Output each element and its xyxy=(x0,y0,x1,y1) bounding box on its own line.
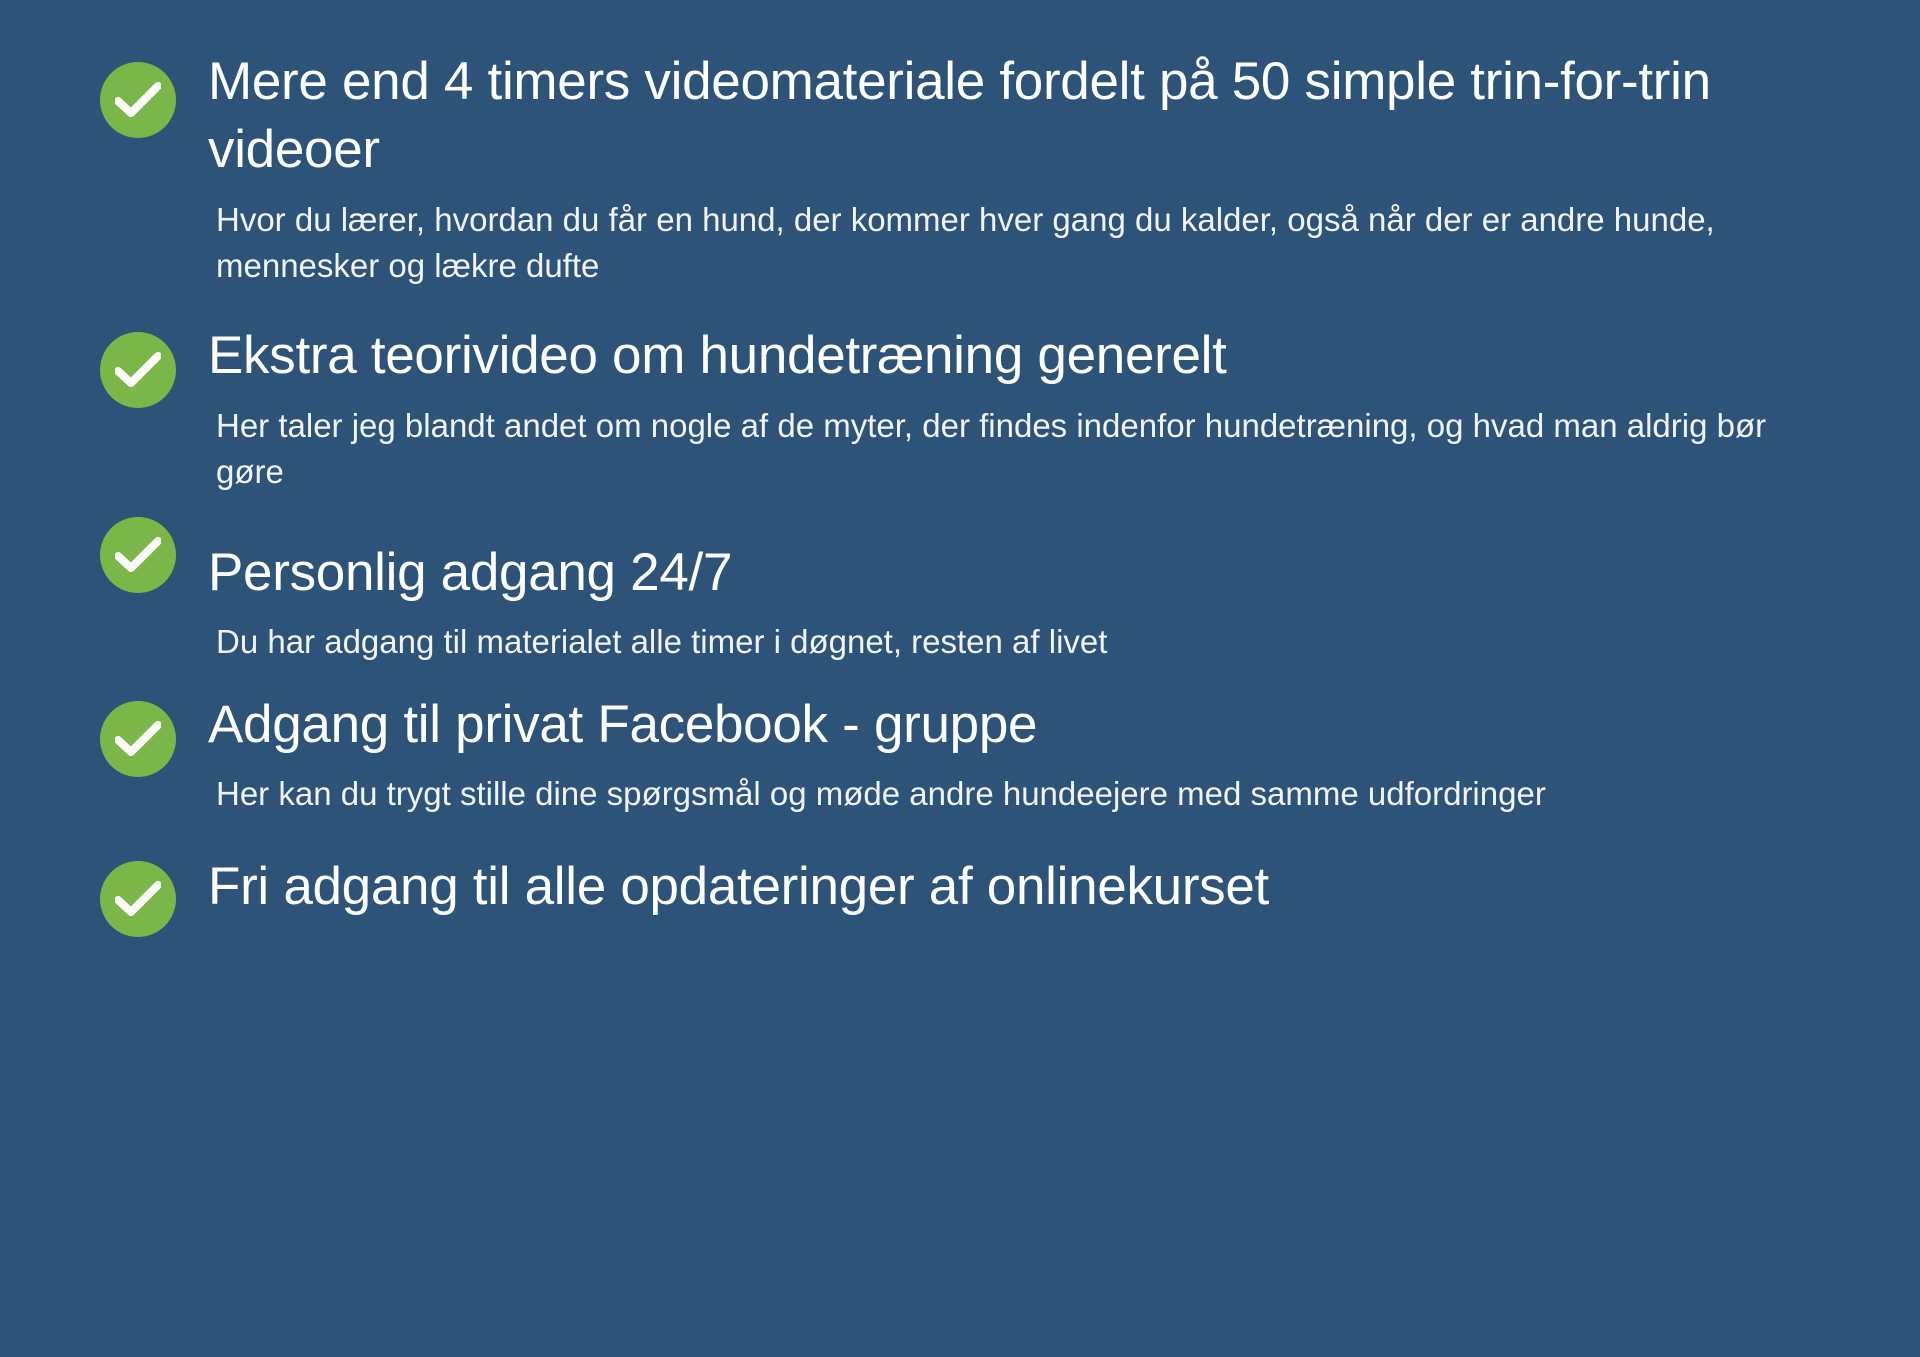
feature-text xyxy=(196,691,1860,817)
feature-subtitle: Her taler jeg blandt andet om nogle af de myter, der findes indenfor hundetræning, og hvad man aldrig bør gøre xyxy=(216,406,1767,490)
feature-title: Personlig adgang 24/7 xyxy=(208,542,733,602)
check-circle-icon xyxy=(100,517,176,593)
feature-subtitle: Her kan du trygt stille dine spørgsmål og møde andre hundeejere med samme udfordringer xyxy=(216,775,1546,813)
check-icon-wrapper xyxy=(100,853,196,937)
check-circle-icon xyxy=(100,701,176,777)
check-circle-icon xyxy=(100,62,176,138)
feature-text xyxy=(196,853,1860,921)
check-icon-wrapper xyxy=(100,691,196,777)
list-item xyxy=(100,691,1860,817)
feature-text xyxy=(196,322,1860,494)
list-item xyxy=(100,517,1860,665)
list-item xyxy=(100,48,1860,288)
check-circle-icon xyxy=(100,861,176,937)
check-circle-icon xyxy=(100,332,176,408)
check-icon-wrapper xyxy=(100,48,196,138)
feature-subtitle: Hvor du lærer, hvordan du får en hund, der kommer hver gang du kalder, også når der er andre hunde, mennesker og lækre dufte xyxy=(216,200,1715,284)
feature-text xyxy=(196,48,1860,288)
feature-title: Mere end 4 timers videomateriale fordelt på 50 simple trin-for-trin videoer xyxy=(208,52,1711,180)
feature-title: Adgang til privat Facebook - gruppe xyxy=(208,694,1038,754)
feature-text xyxy=(196,517,1860,665)
list-item xyxy=(100,322,1860,494)
feature-subtitle: Du har adgang til materialet alle timer i døgnet, resten af livet xyxy=(216,622,1108,660)
feature-title: Ekstra teorivideo om hundetræning generelt xyxy=(208,326,1227,386)
list-item xyxy=(100,853,1860,937)
feature-title: Fri adgang til alle opdateringer af onlinekurset xyxy=(208,856,1269,916)
check-icon-wrapper xyxy=(100,322,196,408)
check-icon-wrapper xyxy=(100,517,196,593)
